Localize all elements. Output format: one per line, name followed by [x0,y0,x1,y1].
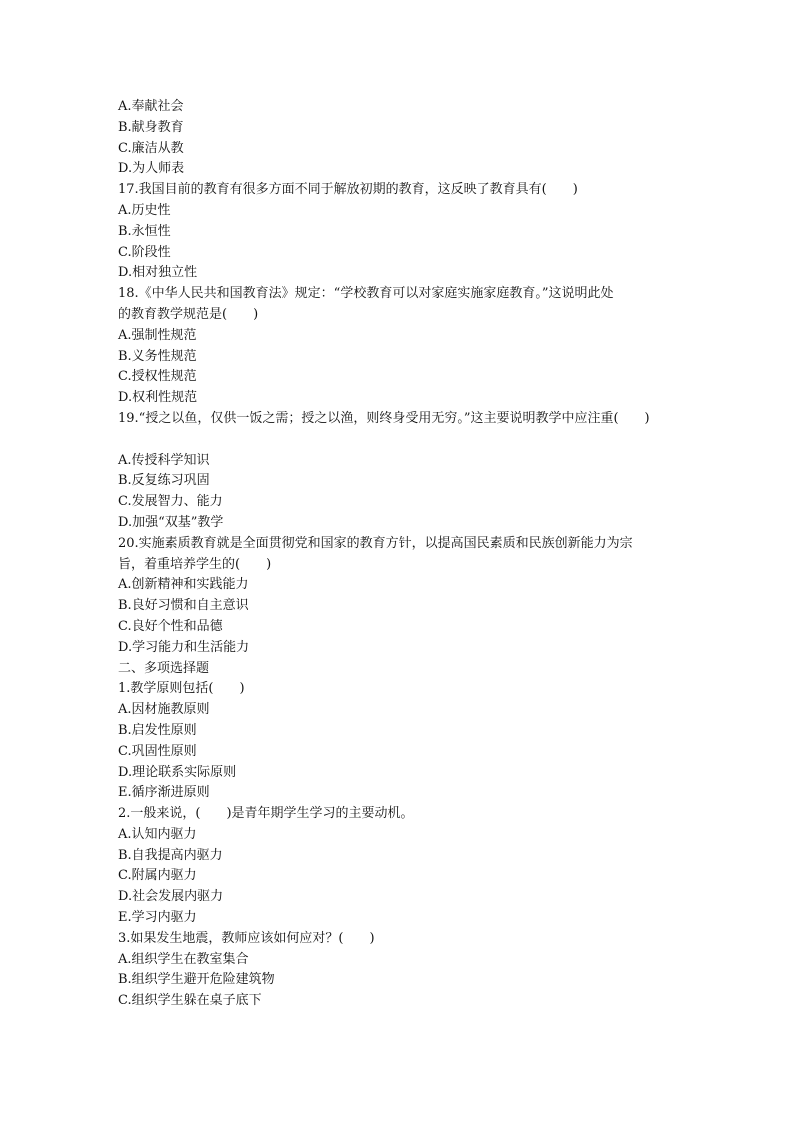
option-line: B.反复练习巩固 [118,473,210,489]
option-line: B.自我提高内驱力 [118,847,223,863]
document-page [118,97,718,1012]
question-18-cont: 的教育教学规范是( ) [118,306,259,322]
option-line: A.历史性 [118,202,171,218]
option-line: C.组织学生躲在桌子底下 [118,993,262,1009]
option-line: B.义务性规范 [118,348,197,364]
option-line: D.相对独立性 [118,265,198,281]
option-line: B.良好习惯和自主意识 [118,598,249,614]
option-line: D.为人师表 [118,161,185,177]
option-line: B.永恒性 [118,223,171,239]
option-line: D.权利性规范 [118,390,198,406]
option-line: E.学习内驱力 [118,910,197,926]
option-line: B.启发性原则 [118,722,197,738]
option-line: D.社会发展内驱力 [118,889,224,905]
option-line: D.学习能力和生活能力 [118,639,250,655]
question-17: 17.我国目前的教育有很多方面不同于解放初期的教育，这反映了教育具有( ) [118,182,578,198]
option-line: C.廉洁从教 [118,140,184,156]
option-line: A.组织学生在教室集合 [118,951,249,967]
section-heading: 二、多项选择题 [118,660,210,676]
option-line: A.强制性规范 [118,327,197,343]
option-line: B.献身教育 [118,119,184,135]
option-line: D.加强“双基”教学 [118,514,224,530]
option-line: C.巩固性原则 [118,743,197,759]
option-line: C.授权性规范 [118,369,197,385]
question-18: 18.《中华人民共和国教育法》规定：“学校教育可以对家庭实施家庭教育。”这说明此处 [118,286,614,302]
question-20-cont: 旨，着重培养学生的( ) [118,556,272,572]
question-19: 19.“授之以鱼，仅供一饭之需；授之以渔，则终身受用无穷。”这主要说明教学中应注重( ) [118,410,650,426]
option-line: C.附属内驱力 [118,868,197,884]
option-line: A.传授科学知识 [118,452,210,468]
mc-question-3: 3.如果发生地震，教师应该如何应对？( ) [118,930,375,946]
option-line: D.理论联系实际原则 [118,764,237,780]
option-line: C.良好个性和品德 [118,618,223,634]
mc-question-2: 2.一般来说，( )是青年期学生学习的主要动机。 [118,806,414,822]
blank-line [118,430,718,451]
option-line: E.循序渐进原则 [118,785,210,801]
option-line: A.认知内驱力 [118,826,197,842]
option-line: A.因材施教原则 [118,702,210,718]
option-line: B.组织学生避开危险建筑物 [118,972,275,988]
question-20: 20.实施素质教育就是全面贯彻党和国家的教育方针，以提高国民素质和民族创新能力为宗 [118,535,633,551]
option-line: C.发展智力、能力 [118,494,223,510]
option-line: C.阶段性 [118,244,171,260]
mc-question-1: 1.教学原则包括( ) [118,681,245,697]
option-line: A.创新精神和实践能力 [118,577,249,593]
option-line: A.奉献社会 [118,99,184,114]
